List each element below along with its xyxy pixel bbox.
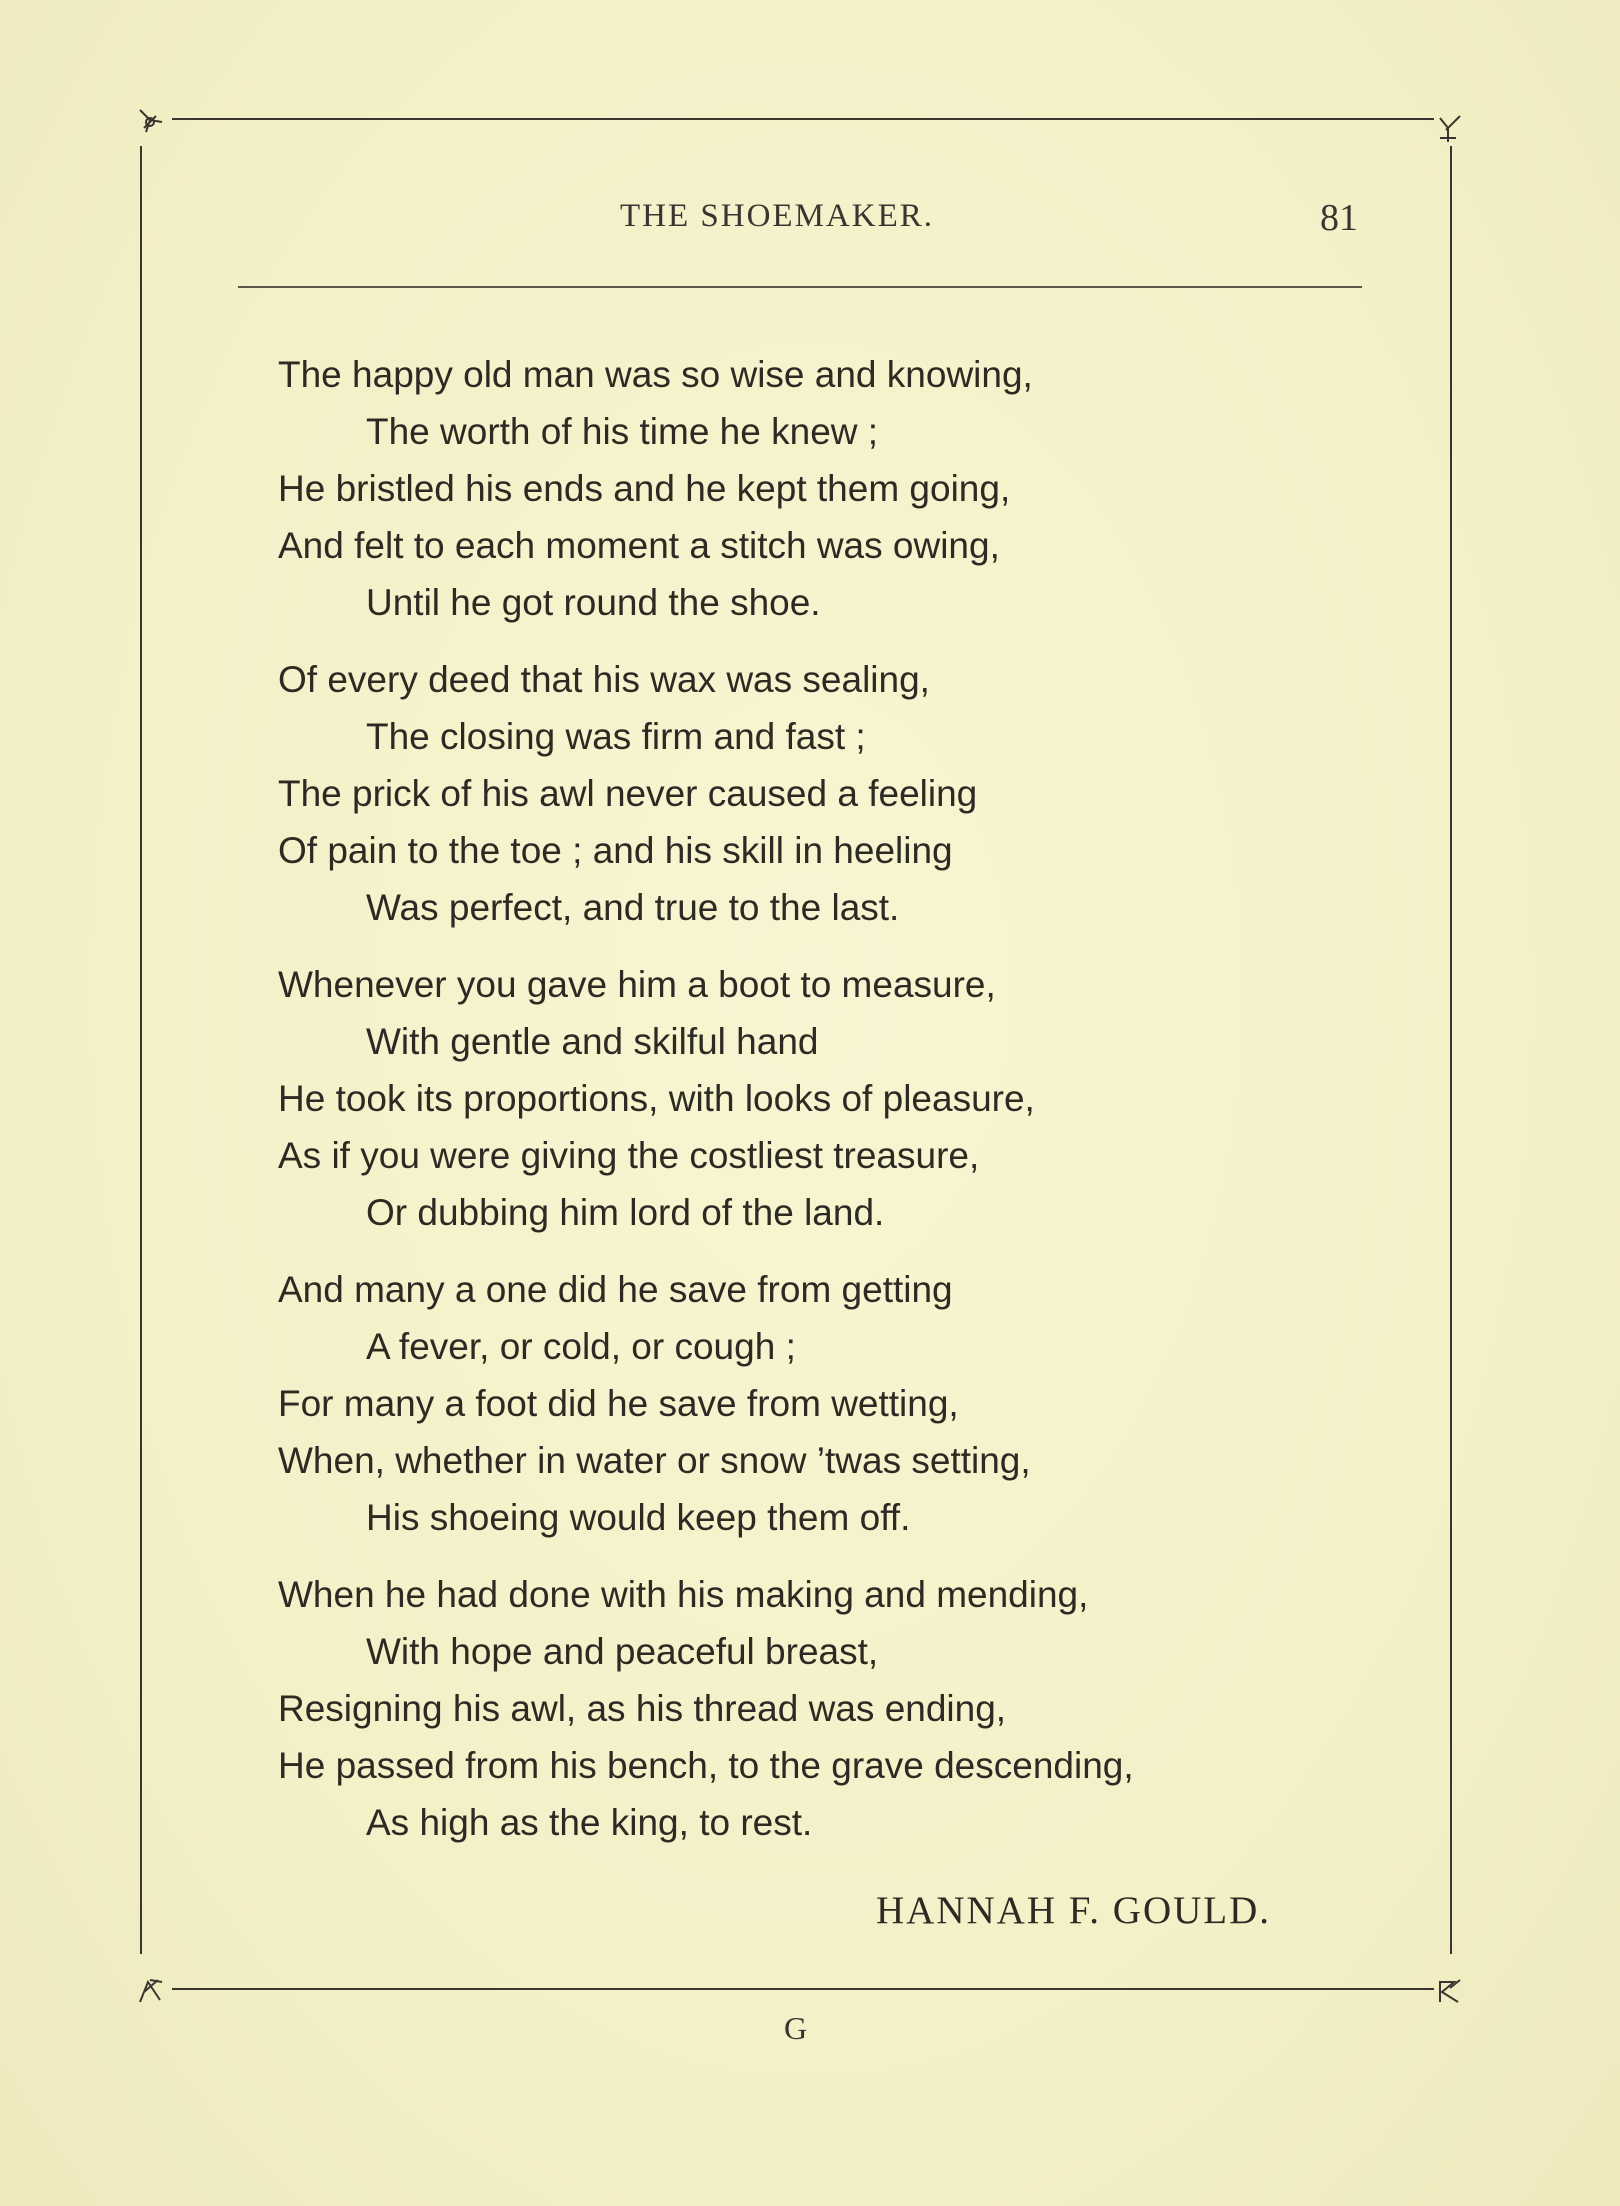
poem-line: The worth of his time he knew ;	[366, 411, 879, 452]
signature-mark: G	[784, 2010, 808, 2046]
frame-top-line	[172, 118, 1434, 120]
corner-ornament-bottom-right-icon	[1434, 1974, 1464, 2004]
running-header-title: THE SHOEMAKER.	[620, 198, 934, 234]
stanza	[278, 956, 1378, 1241]
poem-line: Of every deed that his wax was sealing,	[278, 659, 930, 700]
poem-line: Of pain to the toe ; and his skill in heeling	[278, 830, 953, 871]
poem-line: For many a foot did he save from wetting,	[278, 1383, 959, 1424]
poem-line: With hope and peaceful breast,	[366, 1631, 879, 1672]
corner-ornament-top-left-icon	[136, 106, 166, 136]
page-number: 81	[1320, 197, 1358, 239]
poem-line: Resigning his awl, as his thread was ending,	[278, 1688, 1007, 1729]
poem-line: And many a one did he save from getting	[278, 1269, 953, 1310]
poem-line: With gentle and skilful hand	[366, 1021, 819, 1062]
corner-ornament-bottom-left-icon	[136, 1974, 166, 2004]
poem-line: Or dubbing him lord of the land.	[366, 1192, 885, 1233]
poem-body	[278, 346, 1378, 1871]
stanza	[278, 1566, 1378, 1851]
frame-left-line	[140, 146, 142, 1954]
stanza	[278, 651, 1378, 936]
poem-line: When, whether in water or snow ’twas setting,	[278, 1440, 1031, 1481]
poem-line: A fever, or cold, or cough ;	[366, 1326, 796, 1367]
poem-line: His shoeing would keep them off.	[366, 1497, 911, 1538]
poem-line: The happy old man was so wise and knowing,	[278, 354, 1033, 395]
poem-line: He bristled his ends and he kept them going,	[278, 468, 1011, 509]
poem-line: He took its proportions, with looks of pleasure,	[278, 1078, 1035, 1119]
corner-ornament-top-right-icon	[1434, 114, 1464, 144]
frame-bottom-line	[172, 1988, 1434, 1990]
stanza	[278, 1261, 1378, 1546]
header-rule	[238, 286, 1362, 288]
poem-line: As high as the king, to rest.	[366, 1802, 813, 1843]
poem-line: The prick of his awl never caused a feeling	[278, 773, 978, 814]
author-attribution: HANNAH F. GOULD.	[876, 1889, 1272, 1932]
poem-line: And felt to each moment a stitch was owing,	[278, 525, 1000, 566]
poem-line: When he had done with his making and mending,	[278, 1574, 1089, 1615]
poem-line: As if you were giving the costliest treasure,	[278, 1135, 980, 1176]
poem-line: He passed from his bench, to the grave descending,	[278, 1745, 1134, 1786]
poem-line: Until he got round the shoe.	[366, 582, 821, 623]
poem-line: Was perfect, and true to the last.	[366, 887, 900, 928]
poem-line: Whenever you gave him a boot to measure,	[278, 964, 996, 1005]
stanza	[278, 346, 1378, 631]
frame-right-line	[1450, 146, 1452, 1954]
poem-line: The closing was firm and fast ;	[366, 716, 866, 757]
